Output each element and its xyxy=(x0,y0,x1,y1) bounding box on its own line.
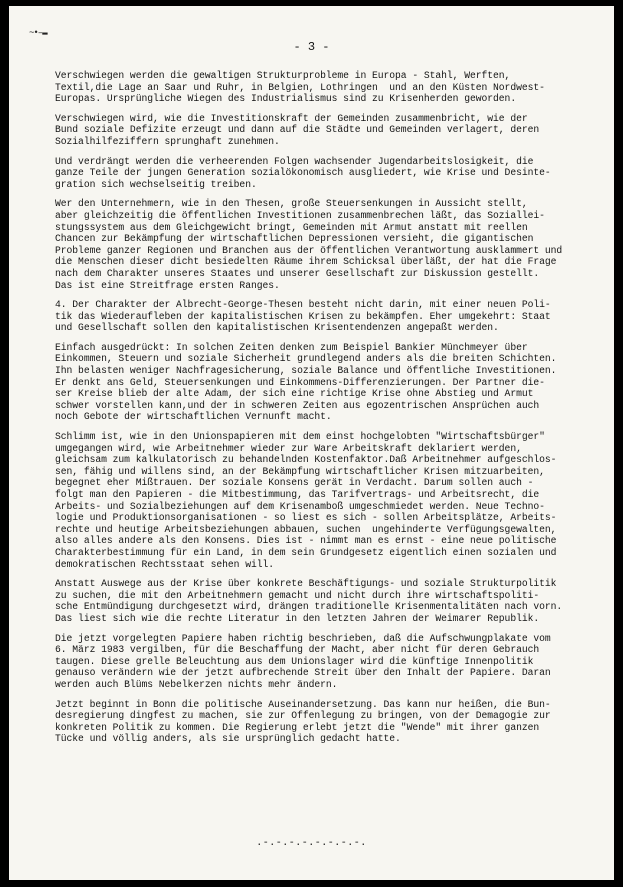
text-line: Anstatt Auswege aus der Krise über konkrete Beschäftigungs- und soziale Strukturpolitik xyxy=(55,578,557,590)
paragraph xyxy=(55,113,591,148)
page-number: - 3 - xyxy=(293,40,330,54)
paragraph xyxy=(55,431,591,570)
text-line: die Menschen dieser dicht besiedelten Räume ihrem Schicksal überläßt, der hat die Frage xyxy=(55,256,557,268)
text-line: Verschwiegen werden die gewaltigen Strukturprobleme in Europa - Stahl, Werften, xyxy=(55,70,511,81)
text-line: Einfach ausgedrückt: In solchen Zeiten denken zum Beispiel Bankier Münchmeyer über xyxy=(55,341,528,353)
text-line: gration sich wechselseitig treiben. xyxy=(55,178,257,190)
text-line: Und verdrängt werden die verheerenden Folgen wachsender Jugendarbeitslosigkeit, die xyxy=(55,155,534,167)
text-line: begegnet eher Mißtrauen. Der soziale Konsens gerät in Verdacht. Darum sollen auch - xyxy=(55,477,534,489)
document-page xyxy=(9,6,614,880)
text-line: Charakterbestimmung für ein Land, in dem sein Grundgesetz eigentlich einen sozialen und xyxy=(55,546,557,558)
text-line: rechte und heutige Arbeitsbeziehungen abbauen, suchen ungehinderte Verfügungsgewalten, xyxy=(55,523,557,535)
text-line: nach dem Charakter unseres Staates und unserer Gesellschaft zur Diskussion gestellt. xyxy=(55,267,540,279)
text-line: umgegangen wird, wie Arbeitnehmer wieder zur Ware Arbeitskraft deklariert werden, xyxy=(55,442,522,454)
text-line: Tücke und völlig anders, als sie ursprünglich gedacht hatte. xyxy=(55,733,401,745)
text-line: werden auch Blüms Nebelkerzen nichts mehr ändern. xyxy=(55,678,338,690)
text-line: aber gleichzeitig die öffentlichen Investitionen zusammenbrechen läßt, das Soziallei- xyxy=(55,209,545,221)
paragraph xyxy=(55,699,591,745)
paragraph xyxy=(55,342,591,423)
paragraph xyxy=(55,578,591,624)
corner-mark: ~•–▬ xyxy=(29,28,47,38)
text-line: Das ist eine Streitfrage ersten Ranges. xyxy=(55,279,280,291)
document-body xyxy=(55,70,591,753)
text-line: Er denkt ans Geld, Steuersenkungen und Einkommens-Differenzierungen. Der Partner die- xyxy=(55,376,545,388)
text-line: Textil,die Lage an Saar und Ruhr, in Belgien, Lothringen und an den Küsten Nordwest- xyxy=(55,81,545,93)
text-line: also alles andere als den Konsens. Dies ist - nimmt man es ernst - eine neue politische xyxy=(55,535,557,547)
paragraph xyxy=(55,198,591,291)
text-line: gleichsam zum kalkulatorisch zu behandelnden Kostenfaktor.Daß Arbeitnehmer aufgeschlos- xyxy=(55,454,557,466)
paragraph xyxy=(55,633,591,691)
text-line: noch Gebote der wirtschaftlichen Vernunft macht. xyxy=(55,411,332,423)
text-line: sen, fähig und willens sind, an der Bekämpfung wirtschaftlicher Krisen mitzuarbeiten, xyxy=(55,465,545,477)
text-line: Europas. Ursprüngliche Wiegen des Industrialismus sind zu Krisenherden geworden. xyxy=(55,93,517,105)
footer-separator: .-.-.-.-.-.-.-.-. xyxy=(256,838,367,849)
text-line: ganze Teile der jungen Generation sozialökonomisch ausgliedert, wie Krise und Desinte- xyxy=(55,167,551,179)
text-line: sche Entmündigung durchgesetzt wird, drängen traditionelle Krisenmentalitäten nach vorn. xyxy=(55,601,563,613)
text-line: Schlimm ist, wie in den Unionspapieren mit dem einst hochgelobten "Wirtschaftsbürger" xyxy=(55,431,545,443)
text-line: Ihn belasten weniger Nachfragesicherung, soziale Balance und öffentliche Investitionen. xyxy=(55,365,557,377)
text-line: schwer vorstellen kann,und der in schweren Zeiten aus egozentrischen Ansprüchen auch xyxy=(55,399,540,411)
text-line: 6. März 1983 vergilben, für die Beschaffung der Macht, aber nicht für deren Gebrauch xyxy=(55,644,540,656)
text-line: und Gesellschaft sollen den kapitalistischen Krisentendenzen angepaßt werden. xyxy=(55,322,499,334)
text-line: taugen. Diese grelle Beleuchtung aus dem Unionslager wird die künftige Innenpolitik xyxy=(55,655,534,667)
paragraph xyxy=(55,70,591,105)
text-line: Die jetzt vorgelegten Papiere haben richtig beschrieben, daß die Aufschwungplakate vom xyxy=(55,632,551,644)
text-line: demokratischen Rechtsstaat sehen will. xyxy=(55,558,275,570)
text-line: folgt man den Papieren - die Mitbestimmung, das Tarifvertrags- und Arbeitsrecht, die xyxy=(55,489,540,500)
text-line: Probleme ganzer Regionen und Branchen aus der öffentlichen Verantwortung ausklammert und xyxy=(55,244,563,256)
text-line: desregierung dingfest zu machen, sie zur Offenlegung zu bringen, von der Demagogie zur xyxy=(55,710,551,722)
text-line: zu suchen, die mit den Arbeitnehmern gemacht und nicht durch ihre wirtschaftspoliti- xyxy=(55,589,540,601)
text-line: Wer den Unternehmern, wie in den Thesen, große Steuersenkungen in Aussicht stellt, xyxy=(55,198,528,210)
text-line: Das liest sich wie die rechte Literatur in den letzten Jahren der Weimarer Republik. xyxy=(55,612,540,624)
text-line: 4. Der Charakter der Albrecht-George-Thesen besteht nicht darin, mit einer neuen Poli- xyxy=(55,299,551,311)
text-line: Sozialhilfeziffern sprunghaft zunehmen. xyxy=(55,135,280,147)
text-line: Jetzt beginnt in Bonn die politische Auseinandersetzung. Das kann nur heißen, die Bun- xyxy=(55,698,551,710)
text-line: Arbeits- und Sozialbeziehungen auf dem Krisenamboß umgeschmiedet werden. Neue Techno- xyxy=(55,500,545,512)
text-line: genauso verändern wie der jetzt aufbrechende Streit über den Inhalt der Papiere. Daran xyxy=(55,667,551,679)
text-line: konkreten Politik zu kommen. Die Regierung erlebt jetzt die "Wende" mit ihrer ganzen xyxy=(55,721,540,733)
text-line: Bund soziale Defizite erzeugt und dann auf die Städte und Gemeinden verlagert, deren xyxy=(55,124,540,136)
text-line: ser Kreise blieb der alte Adam, der sich eine richtige Krise ohne Abstieg und Armut xyxy=(55,388,534,400)
text-line: Verschwiegen wird, wie die Investitionskraft der Gemeinden zusammenbricht, wie der xyxy=(55,112,528,124)
text-line: Einkommen, Steuern und soziale Sicherheit grundlegend anders als die breiten Schichten. xyxy=(55,353,557,365)
text-line: logie und Produktionsorganisationen - so liest es sich - sollen Arbeitsplätze, Arbeits- xyxy=(55,512,557,524)
paragraph xyxy=(55,156,591,191)
text-line: Chancen zur Bekämpfung der wirtschaftlichen Depressionen versieht, die gigantischen xyxy=(55,233,534,245)
text-line: tik das Wiederaufleben der kapitalistischen Krisen zu bekämpfen. Eher umgekehrt: Staat xyxy=(55,310,551,322)
paragraph xyxy=(55,299,591,334)
text-line: stungssystem aus dem Gleichgewicht bringt, Gemeinden mit Armut anstatt mit reellen xyxy=(55,221,528,233)
